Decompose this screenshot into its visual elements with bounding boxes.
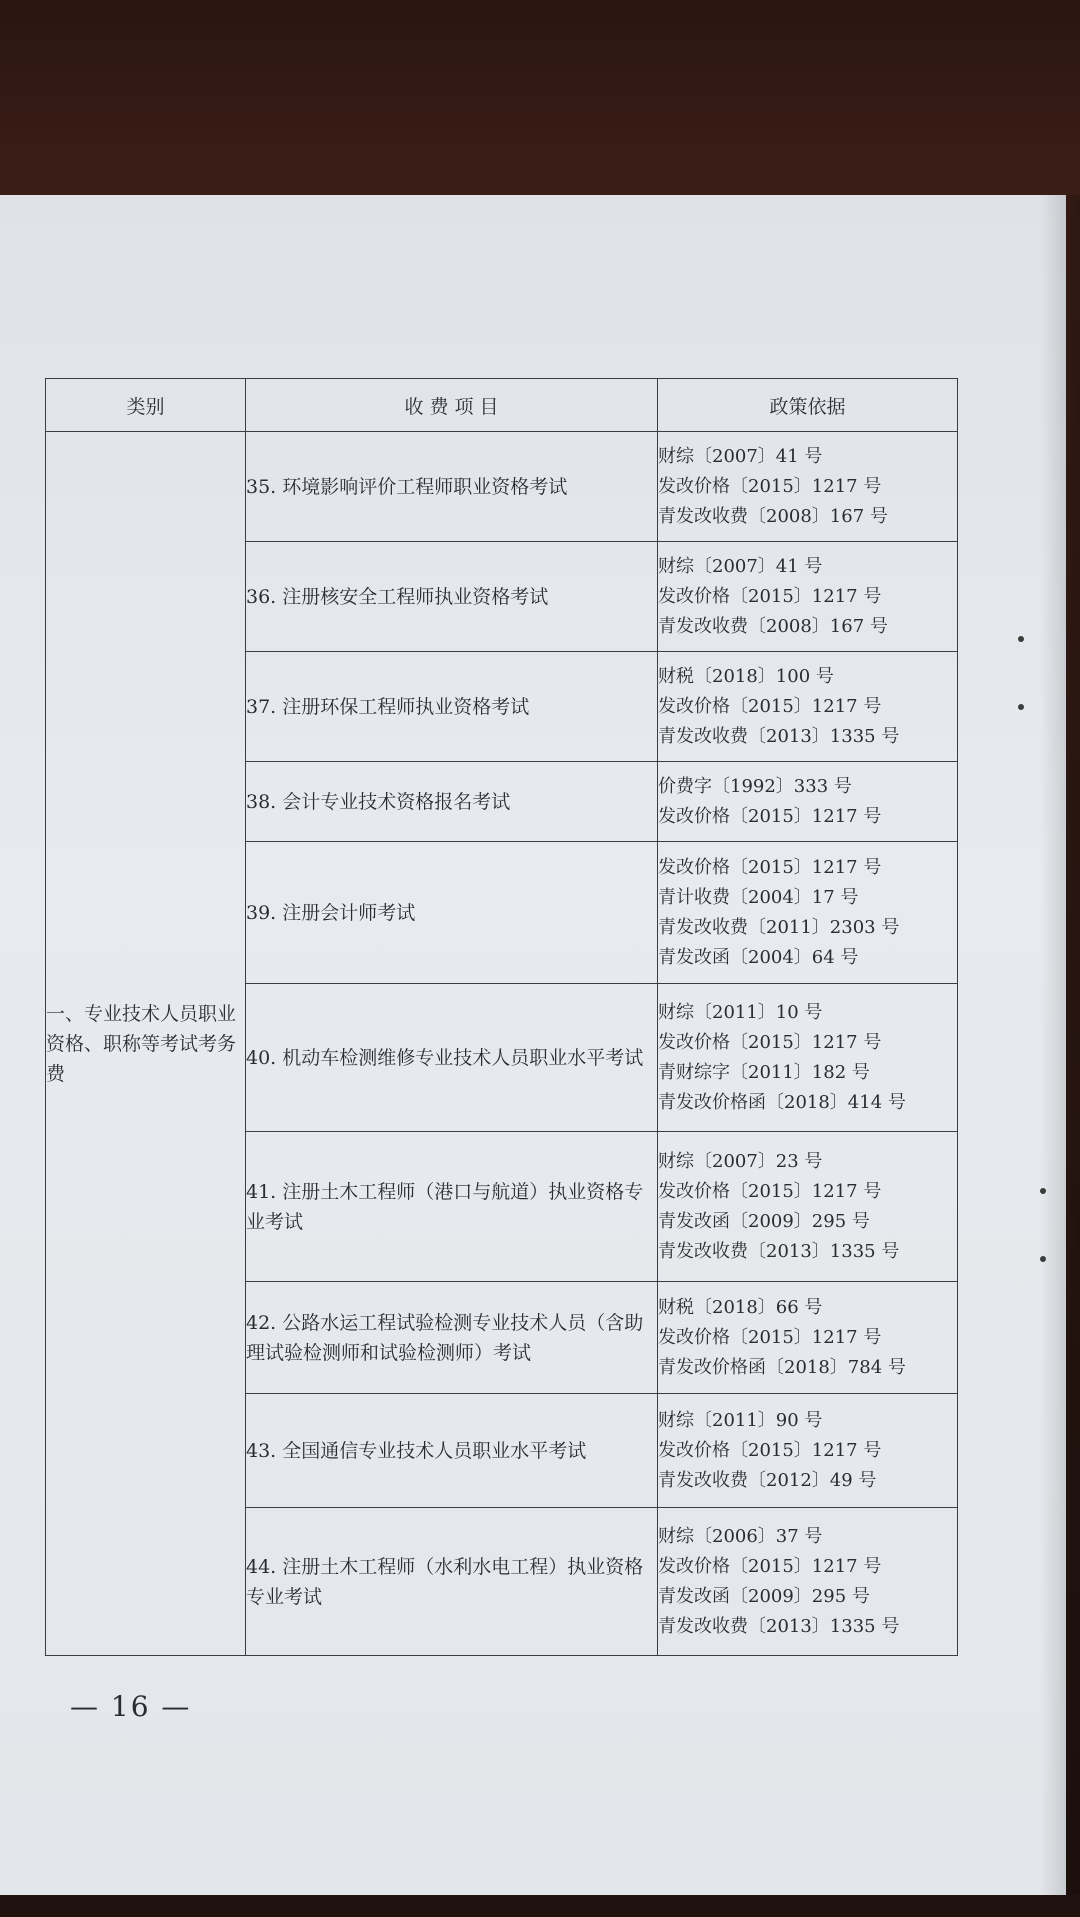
fee-item: 42. 公路水运工程试验检测专业技术人员（含助理试验检测师和试验检测师）考试 [246,1282,658,1394]
policy-reference: 青发改收费〔2008〕167 号 [658,505,888,527]
policy-reference: 青财综字〔2011〕182 号 [658,1061,870,1083]
policy-reference: 财综〔2007〕41 号 [658,555,823,577]
policy-cell [658,432,958,542]
policy-cell [658,842,958,984]
policy-cell [658,1282,958,1394]
fee-item: 43. 全国通信专业技术人员职业水平考试 [246,1394,658,1508]
fee-item: 39. 注册会计师考试 [246,842,658,984]
policy-reference: 发改价格〔2015〕1217 号 [658,585,882,607]
table-body [46,432,958,1656]
policy-reference: 青发改收费〔2011〕2303 号 [658,916,900,938]
policy-reference: 发改价格〔2015〕1217 号 [658,1326,882,1348]
policy-reference: 青发改收费〔2013〕1335 号 [658,1240,900,1262]
policy-reference: 发改价格〔2015〕1217 号 [658,856,882,878]
page-edge-shadow [1040,195,1080,1895]
header-item: 收 费 项 目 [246,379,658,432]
policy-reference: 青发改函〔2009〕295 号 [658,1585,870,1607]
header-policy: 政策依据 [658,379,958,432]
policy-cell [658,652,958,762]
policy-reference: 价费字〔1992〕333 号 [658,775,852,797]
header-category: 类别 [46,379,246,432]
policy-reference: 发改价格〔2015〕1217 号 [658,805,882,827]
policy-reference: 发改价格〔2015〕1217 号 [658,475,882,497]
policy-reference: 青发改函〔2009〕295 号 [658,1210,870,1232]
policy-reference: 青发改收费〔2013〕1335 号 [658,1615,900,1637]
fee-table [45,378,958,1656]
punch-hole-mark [1040,1188,1046,1194]
policy-reference: 青发改收费〔2013〕1335 号 [658,725,900,747]
policy-reference: 发改价格〔2015〕1217 号 [658,1180,882,1202]
fee-item: 37. 注册环保工程师执业资格考试 [246,652,658,762]
policy-cell [658,1132,958,1282]
punch-hole-mark [1018,704,1024,710]
punch-hole-mark [1040,1256,1046,1262]
table-header-row [46,379,958,432]
punch-hole-mark [1018,636,1024,642]
policy-reference: 青发改收费〔2008〕167 号 [658,615,888,637]
policy-reference: 财综〔2007〕23 号 [658,1150,823,1172]
policy-reference: 发改价格〔2015〕1217 号 [658,1439,882,1461]
table-row [46,432,958,542]
policy-reference: 财综〔2011〕90 号 [658,1409,823,1431]
policy-reference: 发改价格〔2015〕1217 号 [658,1031,882,1053]
policy-reference: 青发改收费〔2012〕49 号 [658,1469,877,1491]
fee-item: 35. 环境影响评价工程师职业资格考试 [246,432,658,542]
policy-reference: 财税〔2018〕100 号 [658,665,834,687]
fee-item: 38. 会计专业技术资格报名考试 [246,762,658,842]
policy-cell [658,1508,958,1656]
policy-reference: 青发改价格函〔2018〕784 号 [658,1356,906,1378]
fee-item: 36. 注册核安全工程师执业资格考试 [246,542,658,652]
policy-cell [658,1394,958,1508]
policy-reference: 财综〔2011〕10 号 [658,1001,823,1023]
policy-reference: 青发改函〔2004〕64 号 [658,946,859,968]
policy-cell [658,984,958,1132]
fee-item: 40. 机动车检测维修专业技术人员职业水平考试 [246,984,658,1132]
policy-reference: 青计收费〔2004〕17 号 [658,886,859,908]
policy-cell [658,542,958,652]
policy-reference: 发改价格〔2015〕1217 号 [658,695,882,717]
policy-reference: 财税〔2018〕66 号 [658,1296,823,1318]
category-cell: 一、专业技术人员职业资格、职称等考试考务费 [46,432,246,1656]
policy-reference: 青发改价格函〔2018〕414 号 [658,1091,906,1113]
policy-cell [658,762,958,842]
page-number: — 16 — [70,1690,192,1723]
policy-reference: 发改价格〔2015〕1217 号 [658,1555,882,1577]
fee-item: 41. 注册土木工程师（港口与航道）执业资格专业考试 [246,1132,658,1282]
policy-reference: 财综〔2007〕41 号 [658,445,823,467]
policy-reference: 财综〔2006〕37 号 [658,1525,823,1547]
fee-item: 44. 注册土木工程师（水利水电工程）执业资格专业考试 [246,1508,658,1656]
